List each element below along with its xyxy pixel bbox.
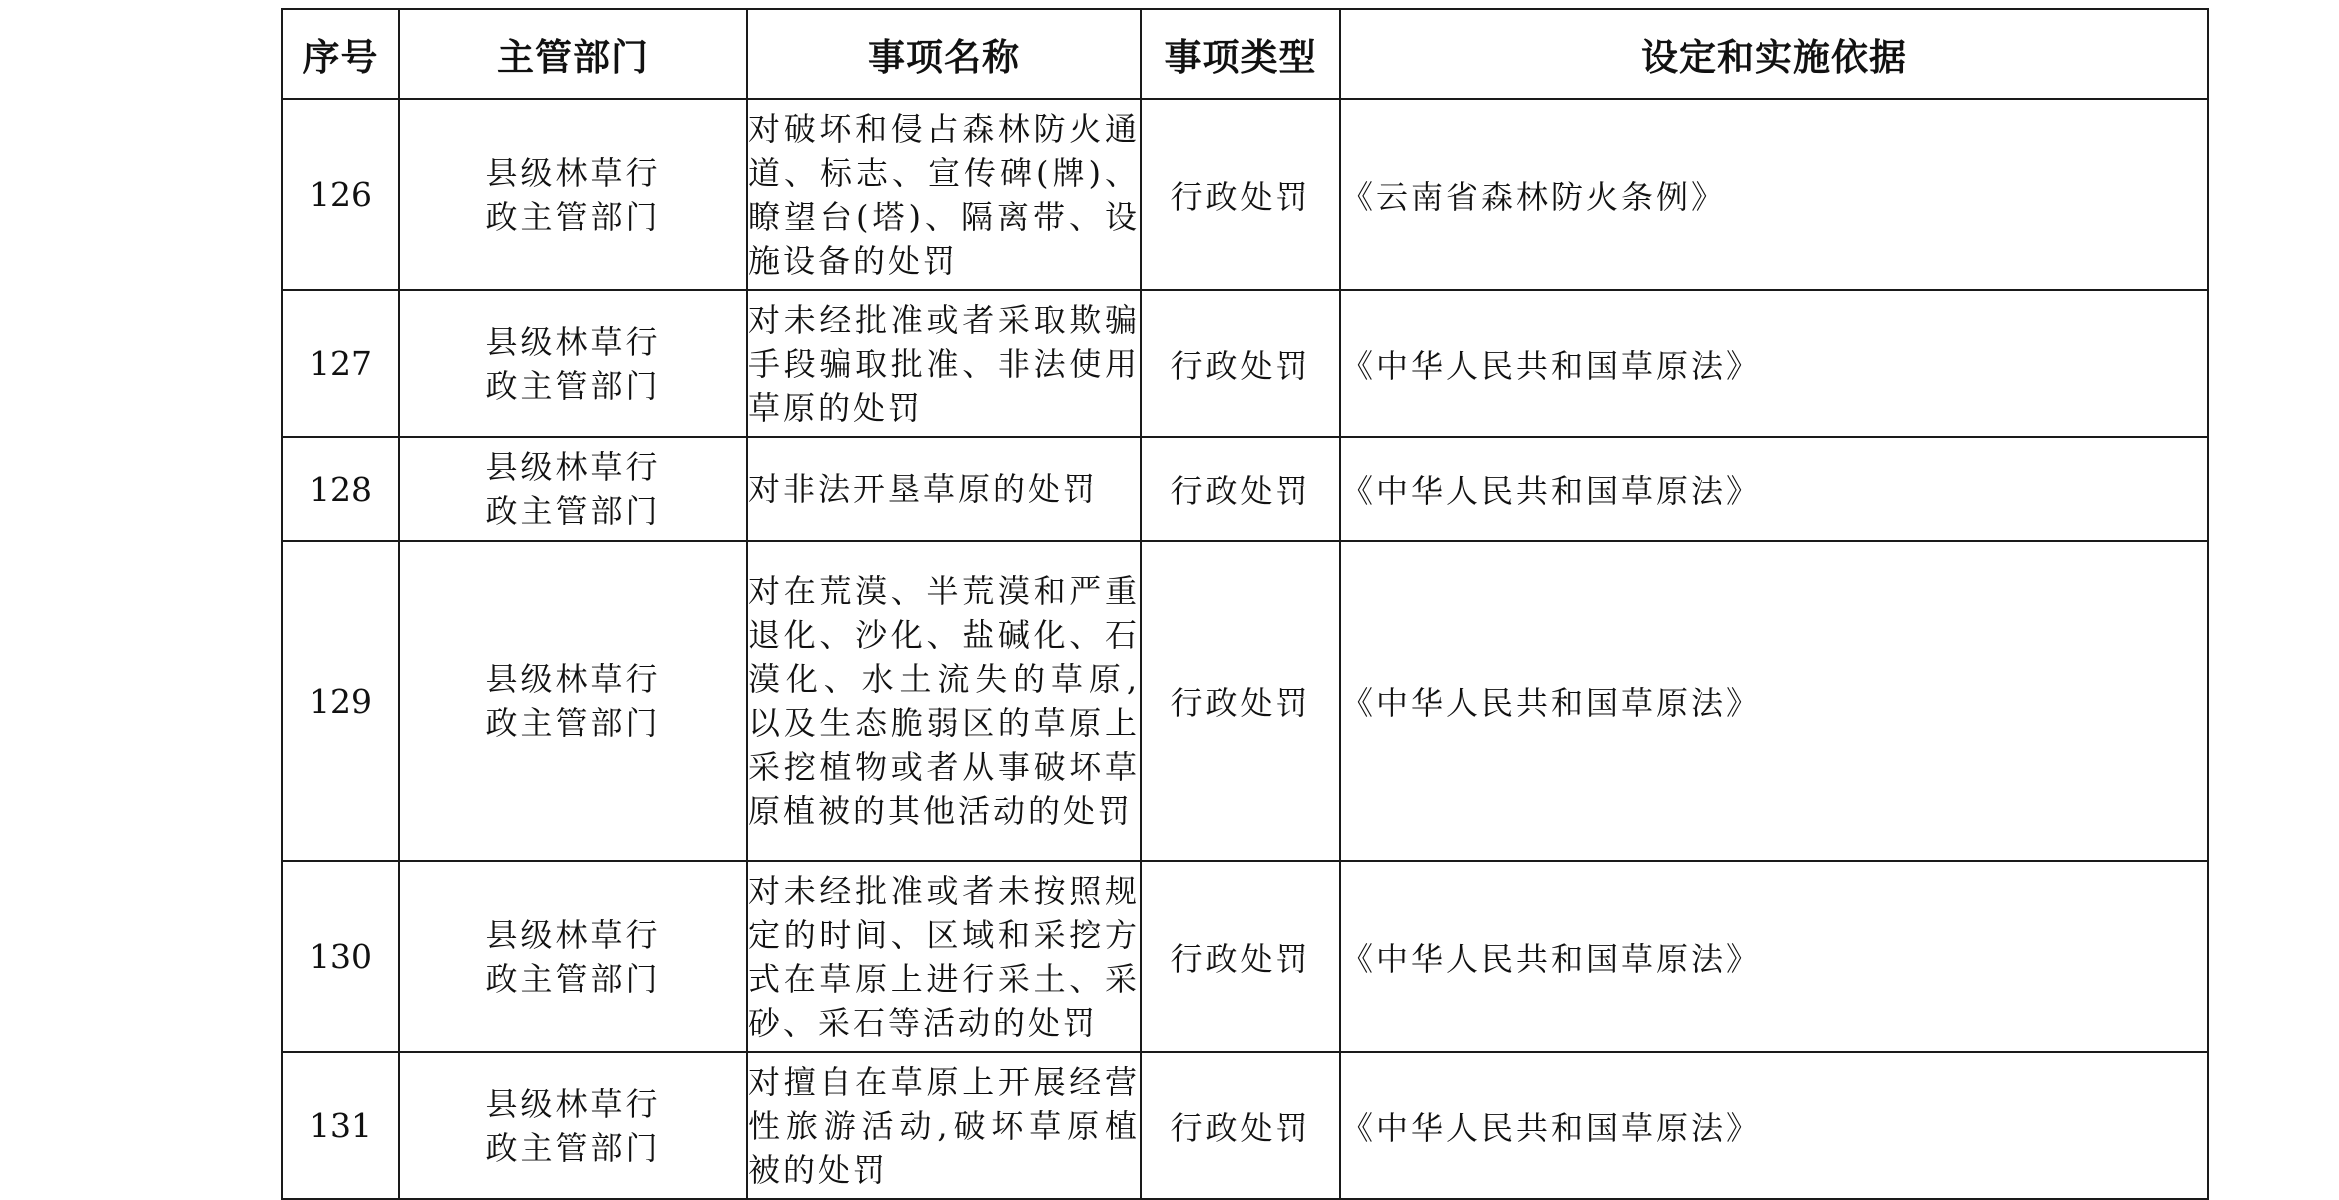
row-item-name: 对非法开垦草原的处罚 — [748, 470, 1099, 508]
row-department: 县级林草行政主管部门 — [485, 660, 661, 742]
row-basis: 《中华人民共和国草原法》 — [1340, 861, 2208, 1052]
row-item-type: 行政处罚 — [1141, 437, 1340, 541]
table-row — [282, 99, 2208, 290]
row-item-name: 对未经批准或者未按照规定的时间、区域和采挖方式在草原上进行采土、采砂、采石等活动的处罚 — [748, 871, 1140, 1042]
header-department: 主管部门 — [399, 9, 747, 99]
row-index: 126 — [282, 99, 399, 290]
table-row — [282, 861, 2208, 1052]
row-department: 县级林草行政主管部门 — [485, 448, 661, 530]
row-department: 县级林草行政主管部门 — [485, 153, 661, 236]
row-item-name: 对在荒漠、半荒漠和严重退化、沙化、盐碱化、石漠化、水土流失的草原,以及生态脆弱区的草原上采挖植物或者从事破坏草原植被的其他活动的处罚 — [748, 572, 1140, 830]
row-item-type: 行政处罚 — [1141, 290, 1340, 437]
row-item-type: 行政处罚 — [1141, 541, 1340, 861]
table-row — [282, 437, 2208, 541]
row-index: 130 — [282, 861, 399, 1052]
header-item-name: 事项名称 — [747, 9, 1141, 99]
table-row — [282, 541, 2208, 861]
row-item-name: 对未经批准或者采取欺骗手段骗取批准、非法使用草原的处罚 — [748, 300, 1140, 427]
row-basis: 《中华人民共和国草原法》 — [1340, 541, 2208, 861]
row-item-type: 行政处罚 — [1141, 861, 1340, 1052]
row-index: 131 — [282, 1052, 399, 1199]
row-item-type: 行政处罚 — [1141, 99, 1340, 290]
table-row — [282, 290, 2208, 437]
row-basis: 《中华人民共和国草原法》 — [1340, 437, 2208, 541]
table-row — [282, 1052, 2208, 1199]
permissions-table — [281, 8, 2209, 1200]
header-item-type: 事项类型 — [1141, 9, 1340, 99]
row-basis: 《云南省森林防火条例》 — [1340, 99, 2208, 290]
row-index: 128 — [282, 437, 399, 541]
row-index: 129 — [282, 541, 399, 861]
row-item-type: 行政处罚 — [1141, 1052, 1340, 1199]
document-page — [281, 8, 2207, 1192]
row-department: 县级林草行政主管部门 — [485, 322, 661, 405]
table-header-row — [282, 9, 2208, 99]
row-department: 县级林草行政主管部门 — [485, 1084, 661, 1167]
row-basis: 《中华人民共和国草原法》 — [1340, 1052, 2208, 1199]
row-index: 127 — [282, 290, 399, 437]
row-department: 县级林草行政主管部门 — [485, 915, 661, 998]
header-index: 序号 — [282, 9, 399, 99]
header-basis: 设定和实施依据 — [1340, 9, 2208, 99]
row-item-name: 对擅自在草原上开展经营性旅游活动,破坏草原植被的处罚 — [748, 1062, 1140, 1189]
row-basis: 《中华人民共和国草原法》 — [1340, 290, 2208, 437]
row-item-name: 对破坏和侵占森林防火通道、标志、宣传碑(牌)、瞭望台(塔)、隔离带、设施设备的处罚 — [748, 109, 1140, 280]
